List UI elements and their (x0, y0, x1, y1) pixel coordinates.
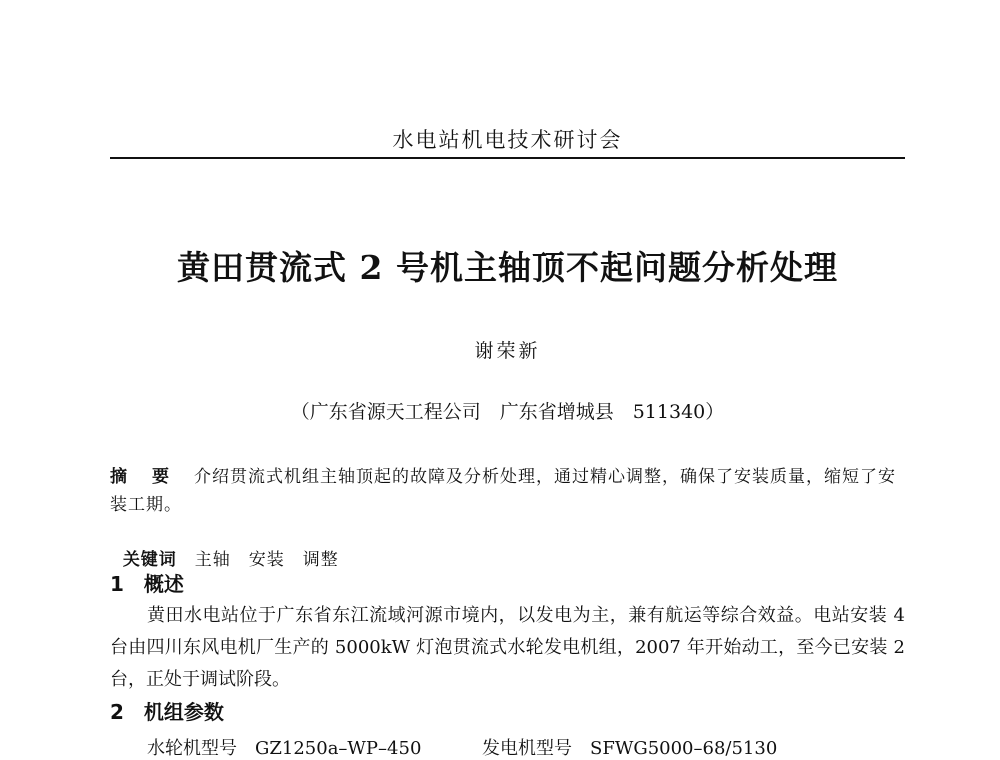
abstract (110, 463, 898, 519)
keywords-terms: 主轴 安装 调整 (176, 550, 339, 570)
keywords-label: 关键词 (122, 550, 177, 570)
turbine-model: 水轮机型号 GZ1250a–WP–450 (147, 738, 422, 759)
author-affiliation: （广东省源天工程公司 广东省增城县 511340） (290, 401, 725, 423)
section-heading-unit-parameters: 2 机组参数 (110, 700, 224, 724)
author-name: 谢荣新 (474, 340, 541, 362)
paper-title: 黄田贯流式 2 号机主轴顶不起问题分析处理 (177, 248, 838, 287)
keywords (110, 525, 898, 570)
abstract-text: 介绍贯流式机组主轴顶起的故障及分析处理，通过精心调整，确保了安装质量，缩短了安装工期。 (110, 467, 896, 515)
running-header: 水电站机电技术研讨会 (392, 128, 623, 152)
section-heading-overview: 1 概述 (110, 572, 184, 596)
abstract-label: 摘 要 (110, 467, 194, 487)
generator-model: 发电机型号 SFWG5000–68/5130 (482, 738, 778, 759)
header-rule (110, 157, 905, 159)
overview-paragraph: 黄田水电站位于广东省东江流域河源市境内，以发电为主，兼有航运等综合效益。电站安装 4 台由四川东风电机厂生产的 5000kW 灯泡贯流式水轮发电机组，2007 年开始动工，至今已安装 2 台，正处于调试阶段。 (110, 605, 905, 690)
